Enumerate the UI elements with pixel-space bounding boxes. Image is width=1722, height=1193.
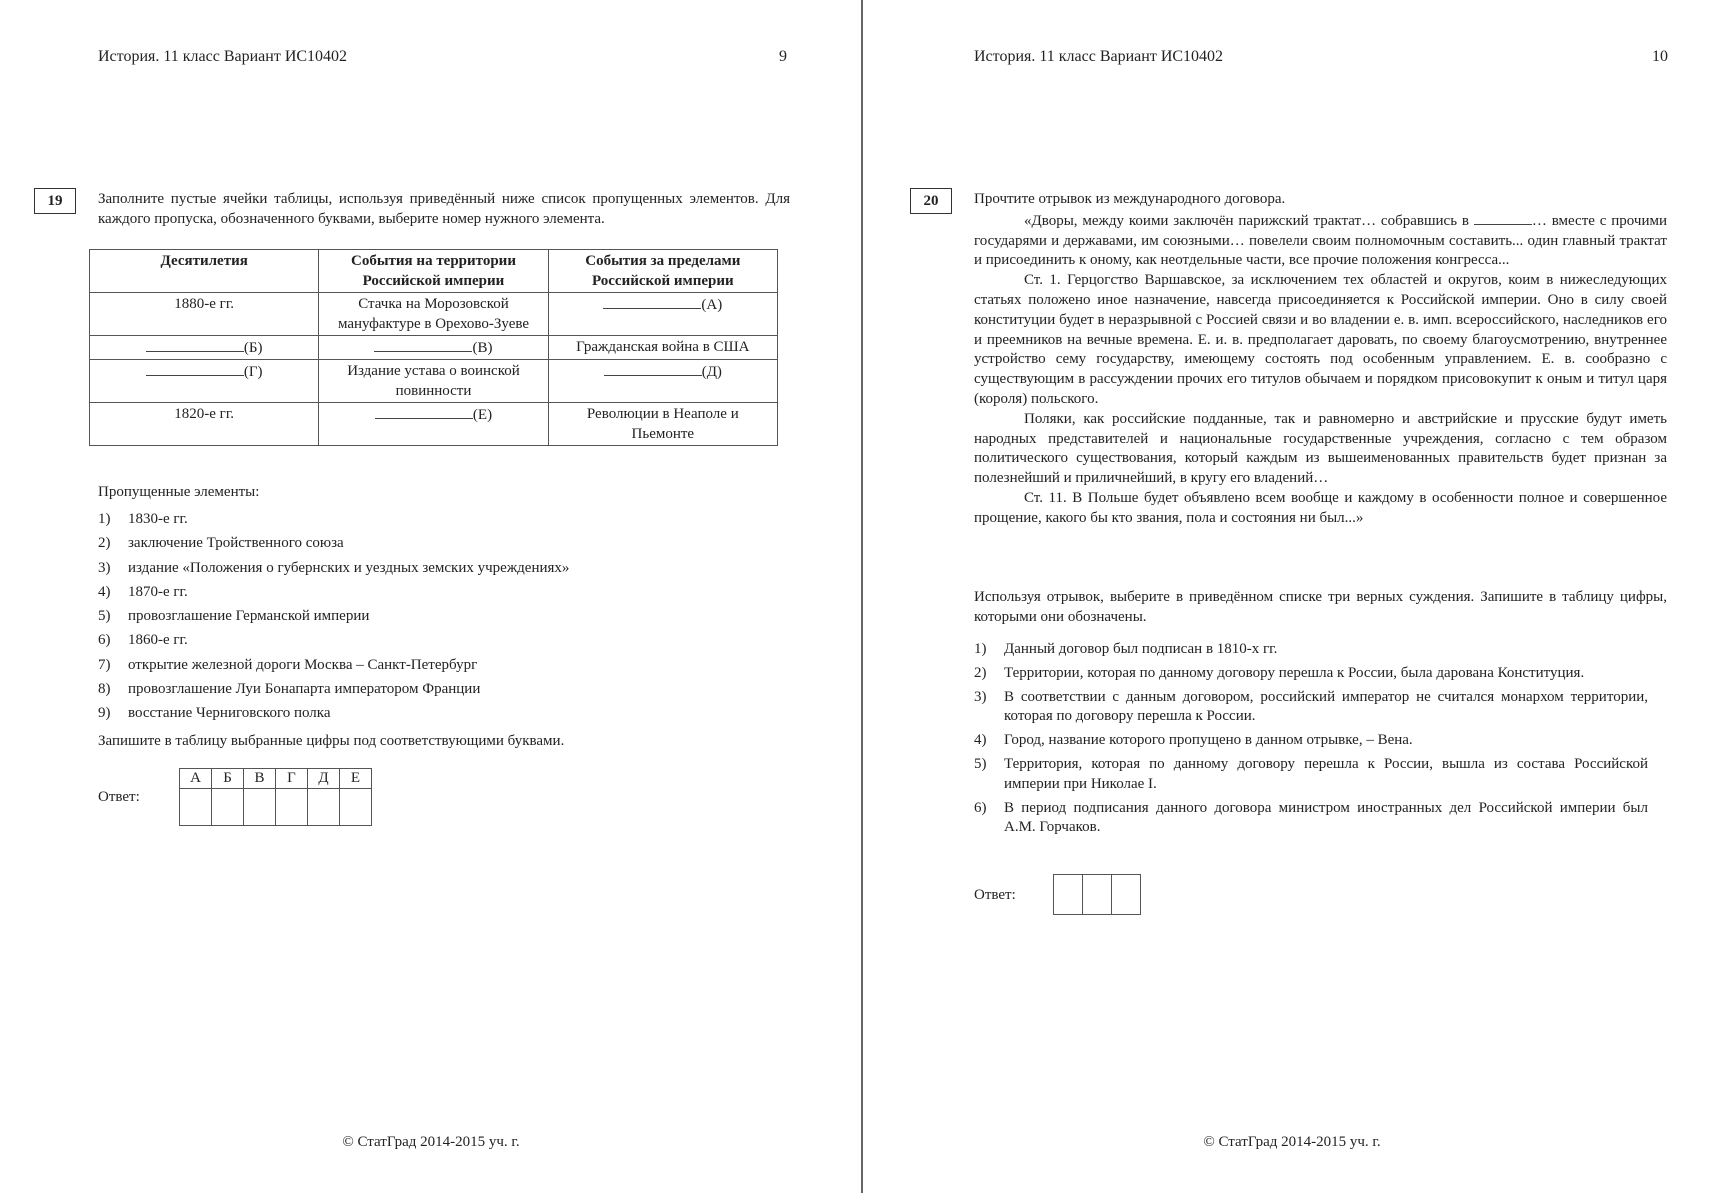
page-number: 9 [779,48,787,65]
header-events-outside: События за пределами Российской империи [548,250,777,293]
right-page [862,0,1722,1193]
events-table [89,249,778,446]
answer-cell[interactable] [340,789,372,826]
cell-decade-blank[interactable] [90,336,319,360]
list-item: 4) Город, название которого пропущено в данном отрывке, – Вена. [974,732,1413,749]
answer-cell[interactable] [180,789,212,826]
list-item: 2) Территории, которая по данному договору перешла к России, была дарована Конституция. [974,664,1585,681]
excerpt-paragraph: Ст. 1. Герцогство Варшавское, за исключением тех областей и округов, коим в нижеследующих статьях положено иное назначение, навсегда присоединяется к Российской империи. Оно в силу своей конституции будет в неразрывной с Россией связи и во владении е. в. имп. всероссийского, наследников его и преемников на вечные времена. Е. и. в. предполагает даровать, по своему благоусмотрению, внутреннее устройство сему государству, имеющему состоять под особенным управлением. Е. в. сообразно с существующим в рассуждении прочих его титулов обычаем и порядком присовокупит к оным и титул царя (короля) польского. [974,272,1667,407]
page-footer: © СтатГрад 2014-2015 уч. г. [1203,1134,1381,1150]
list-item: 4) 1870-е гг. [98,583,188,600]
cell-inside: Издание устава о воинской повинности [319,360,548,403]
answer-letter: Б [212,769,244,789]
excerpt-intro: Прочтите отрывок из международного договора. [974,191,1286,207]
cell-decade: 1820-е гг. [90,403,319,446]
blank-letter: (Е) [472,407,493,423]
cell-outside: Революции в Неаполе и Пьемонте [548,403,777,446]
list-item: 6) В период подписания данного договора министром иностранных дел Российской империи был А.М. Горчаков. [974,799,1648,836]
question-19-instruction: Заполните пустые ячейки таблицы, используя приведённый ниже список пропущенных элементов. Для каждого пропуска, обозначенного буквами, выберите номер нужного элемента. [98,191,790,227]
missing-elements-title: Пропущенные элементы: [98,484,260,500]
list-item: 2) заключение Тройственного союза [98,535,344,552]
question-number-box: 19 [34,188,76,214]
table-header-row [90,250,778,293]
blank-line [146,361,244,376]
blank-line [375,404,473,419]
blank-letter: (Б) [243,340,263,356]
blank-letter: (А) [701,297,723,313]
blank-line [604,361,702,376]
list-item: 7) открытие железной дороги Москва – Санкт-Петербург [98,656,478,673]
cell-outside-blank[interactable] [548,293,777,336]
blank-line [374,337,472,352]
list-item: 1) Данный договор был подписан в 1810-х гг. [974,641,1278,657]
answer-cell[interactable] [308,789,340,826]
treaty-excerpt [974,190,1667,529]
table-row [90,293,778,336]
list-item: 8) провозглашение Луи Бонапарта императором Франции [98,681,481,698]
list-item: 3) В соответствии с данным договором, российский император не считался монархом территории, которая по договору перешла к России. [974,688,1648,725]
answer-cell[interactable] [212,789,244,826]
cell-decade-blank[interactable] [90,360,319,403]
judgement-options-list [974,640,1648,842]
missing-elements-list [98,507,778,726]
list-item: 5) провозглашение Германской империи [98,608,370,625]
answer-cells-row [180,789,372,826]
answer-cell[interactable] [1083,875,1112,915]
list-item: 5) Территория, которая по данному договору перешла к России, вышла из состава Российской империи при Николае I. [974,755,1648,792]
answer-letter: Г [276,769,308,789]
answer-letter: В [244,769,276,789]
cell-decade: 1880-е гг. [90,293,319,336]
cell-outside-blank[interactable] [548,360,777,403]
header-decades: Десятилетия [90,250,319,293]
page-number: 10 [1652,48,1668,65]
answer-table [1053,874,1141,915]
list-item: 3) издание «Положения о губернских и уездных земских учреждениях» [98,559,570,576]
answer-cell[interactable] [1112,875,1141,915]
blank-letter: (Г) [243,364,263,380]
cell-inside-blank[interactable] [319,403,548,446]
answer-letter: Д [308,769,340,789]
excerpt-paragraph: Поляки, как российские подданные, так и равномерно и австрийские и прусские будут иметь народных представителей и национальные государственные учреждения, согласно с тем образом политического существования, который каждым из вышеименованных правительств будет признан за полезнейший и приличнейший, в кругу его владений… [974,410,1667,487]
table-row [90,336,778,360]
list-item: 6) 1860-е гг. [98,632,188,649]
answer-label: Ответ: [974,887,1016,903]
answer-cell[interactable] [276,789,308,826]
answer-label: Ответ: [98,789,140,805]
answer-cell[interactable] [1054,875,1083,915]
blank-letter: (Д) [701,364,722,380]
blank-line [146,337,244,352]
list-item: 1) 1830-е гг. [98,511,188,527]
answer-letter: А [180,769,212,789]
blank-letter: (В) [472,340,493,356]
cell-inside-blank[interactable] [319,336,548,360]
answer-cell[interactable] [244,789,276,826]
table-row [90,403,778,446]
answer-letters-row [180,769,372,789]
cell-outside: Гражданская война в США [548,336,777,360]
excerpt-paragraph: «Дворы, между коими заключён парижский трактат… собравшись в … вместе с прочими государями и державами, им союзными… повелели своим полномочным составить... один главный трактат и присоединить к оному, как неотдельные части, все прочие положения конгресса... [974,210,1667,271]
header-events-inside: События на территории Российской империи [319,250,548,293]
question-number-box: 20 [910,188,952,214]
write-instruction: Запишите в таблицу выбранные цифры под соответствующими буквами. [98,733,565,749]
list-item: 9) восстание Черниговского полка [98,705,331,722]
page-header: История. 11 класс Вариант ИС10402 [98,48,348,65]
blank-line [603,294,701,309]
task-instruction: Используя отрывок, выберите в приведённом списке три верных суждения. Запишите в таблицу цифры, которыми они обозначены. [974,589,1667,625]
page-header: История. 11 класс Вариант ИС10402 [974,48,1224,65]
answer-letter: Е [340,769,372,789]
cell-inside: Стачка на Морозовской мануфактуре в Орехово-Зуеве [319,293,548,336]
excerpt-paragraph: Ст. 11. В Польше будет объявлено всем вообще и каждому в особенности полное и совершенное прощение, какого бы кто звания, пола и состояния ни был...» [974,489,1667,526]
answer-table [179,768,372,826]
answer-cells-row [1054,875,1141,915]
table-row [90,360,778,403]
blank-line [1474,210,1532,225]
page-footer: © СтатГрад 2014-2015 уч. г. [342,1134,520,1150]
